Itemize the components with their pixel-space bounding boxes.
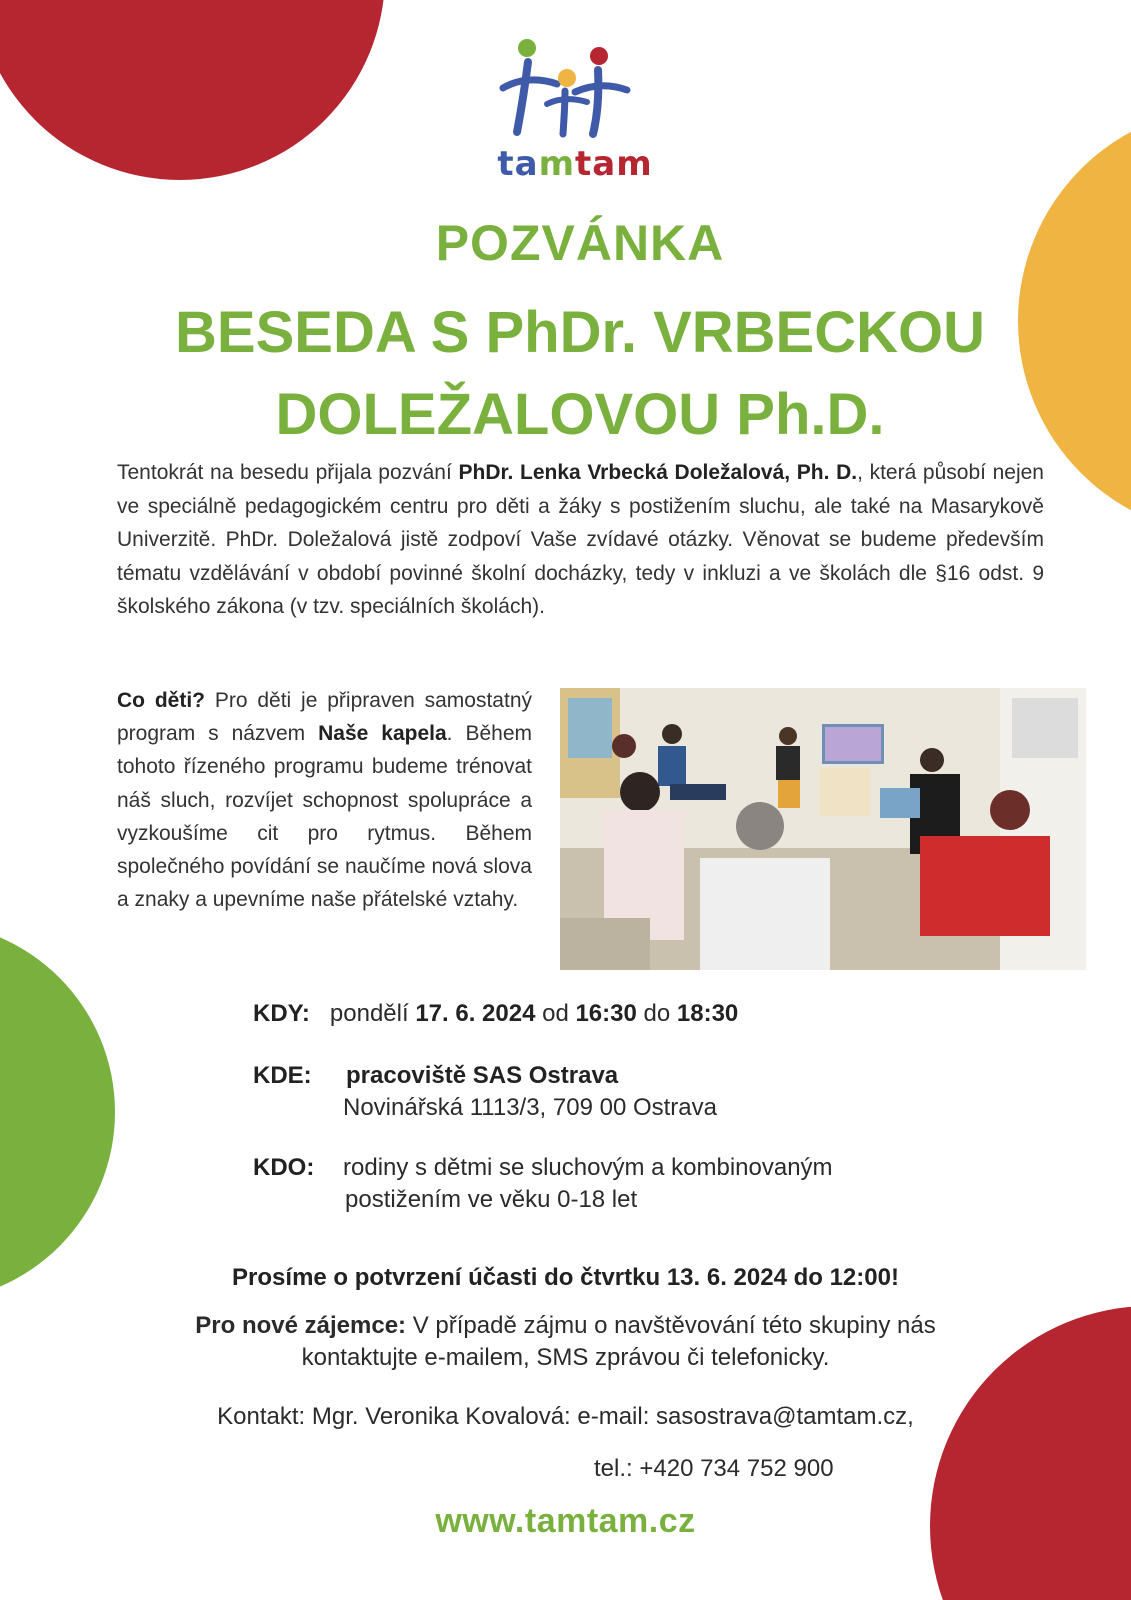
website-link[interactable]: www.tamtam.cz [435, 1502, 696, 1540]
newcomers-line1: Pro nové zájemce: V případě zájmu o navštěvování této skupiny nás [195, 1312, 936, 1339]
where-label: KDE: [253, 1062, 312, 1089]
program-name: Naše kapela [318, 722, 447, 746]
logo-wordmark: tamtam [497, 144, 653, 184]
event-title-line2: DOLEŽALOVOU Ph.D. [275, 382, 885, 447]
event-date: 17. 6. 2024 [415, 1000, 536, 1027]
newcomers-line2: kontaktujte e-mailem, SMS zprávou či telefonicky. [301, 1344, 830, 1371]
who-line1: rodiny s dětmi se sluchovým a kombinovaným [343, 1154, 833, 1181]
confirmation-notice: Prosíme o potvrzení účasti do čtvrtku 13. 6. 2024 do 12:00! [232, 1264, 899, 1291]
where-address: Novinářská 1113/3, 709 00 Ostrava [343, 1094, 717, 1121]
group-meeting-photo [560, 688, 1086, 970]
start-time: 16:30 [575, 1000, 637, 1027]
who-label: KDO: [253, 1154, 315, 1181]
invitation-heading: POZVÁNKA [435, 215, 725, 271]
decor-circle-green-left [0, 922, 115, 1302]
kids-question: Co děti? [117, 689, 205, 712]
where-place: pracoviště SAS Ostrava [346, 1062, 619, 1089]
who-label-row [253, 1154, 314, 1182]
intro-paragraph: Tentokrát na besedu přijala pozvání PhDr. Lenka Vrbecká Doležalová, Ph. D., která působí nejen ve speciálně pedagogickém centru pro děti a žáky s postižením sluchu, ale také na Masarykově Univerzitě. PhDr. Doležalová jistě zodpoví Vaše zvídavé otázky. Věnovat se budeme především tématu vzdělávání v období povinné školní docházky, tedy v inkluzi a ve školách dle §16 odst. 9 školského zákona (v tzv. speciálních školách). [117, 461, 1044, 619]
where-label-row [253, 1062, 312, 1090]
contact-line[interactable]: Kontakt: Mgr. Veronika Kovalová: e-mail: sasostrava@tamtam.cz, [217, 1403, 914, 1430]
when-row: KDY: pondělí 17. 6. 2024 od 16:30 do 18:30 [253, 1000, 739, 1027]
kids-program-paragraph: Co děti? Pro děti je připraven samostatný program s názvem Naše kapela. Během tohoto řízeného programu budeme trénovat náš sluch, rozvíjet schopnost spolupráce a vyzkoušíme cit pro rytmus. Během společného povídání se naučíme nová slova a znaky a upevníme naše přátelské vztahy. [117, 689, 532, 912]
decor-circle-red-top-left [0, 0, 385, 180]
newcomers-label: Pro nové zájemce: [195, 1312, 407, 1339]
contact-phone[interactable]: tel.: +420 734 752 900 [594, 1455, 834, 1482]
tamtam-figures-icon [495, 36, 655, 146]
event-title [0, 292, 1131, 456]
event-title-line1: BESEDA S PhDr. VRBECKOU [175, 300, 985, 365]
who-line2: postižením ve věku 0-18 let [345, 1186, 638, 1213]
end-time: 18:30 [676, 1000, 739, 1027]
tamtam-logo [495, 36, 655, 186]
guest-name: PhDr. Lenka Vrbecká Doležalová, Ph. D. [458, 461, 858, 484]
when-label: KDY: [253, 1000, 310, 1027]
